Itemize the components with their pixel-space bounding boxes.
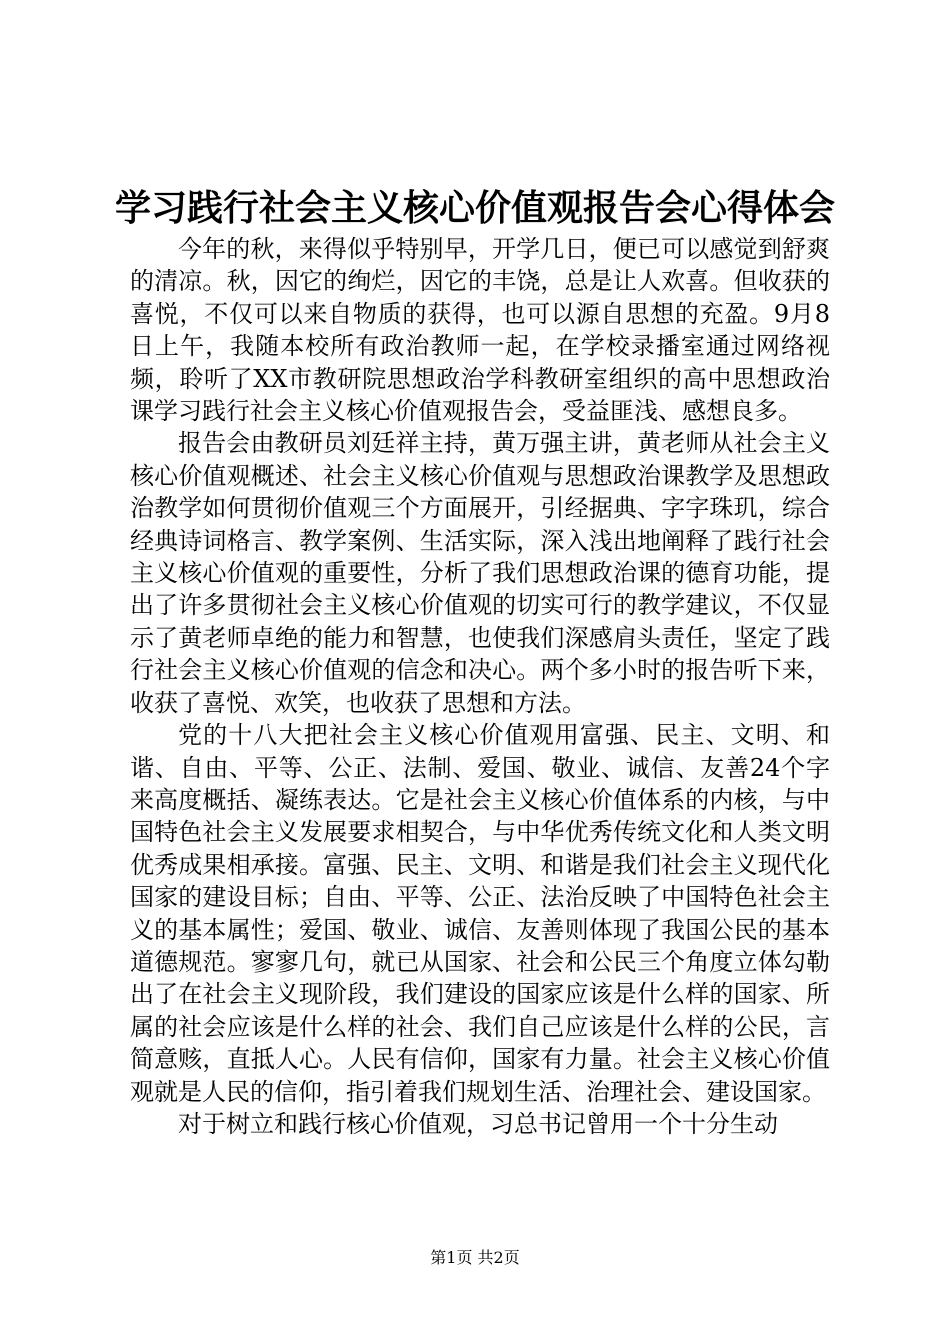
paragraph-2: 报告会由教研员刘廷祥主持，黄万强主讲，黄老师从社会主义核心价值观概述、社会主义核心价值观与思想政治课教学及思想政治教学如何贯彻价值观三个方面展开，引经据典、字字珠玑，综合经典诗词格言、教学案例、生活实际，深入浅出地阐释了践行社会主义核心价值观的重要性，分析了我们思想政治课的德育功能，提出了许多贯彻社会主义核心价值观的切实可行的教学建议，不仅显示了黄老师卓绝的能力和智慧，也使我们深感肩头责任，坚定了践行社会主义核心价值观的信念和决心。两个多小时的报告听下来，收获了喜悦、欢笑，也收获了思想和方法。 [130, 429, 830, 717]
document-body [130, 233, 830, 1140]
paragraph-4: 对于树立和践行核心价值观，习总书记曾用一个十分生动 [178, 1109, 778, 1138]
document-title: 学习践行社会主义核心价值观报告会心得体会 [114, 187, 835, 229]
paragraph-1: 今年的秋，来得似乎特别早，开学几日，便已可以感觉到舒爽的清凉。秋，因它的绚烂，因它的丰饶，总是让人欢喜。但收获的喜悦，不仅可以来自物质的获得，也可以源自思想的充盈。9月8日上午，我随本校所有政治教师一起，在学校录播室通过网络视频，聆听了XX市教研院思想政治学科教研室组织的高中思想政治课学习践行社会主义核心价值观报告会，受益匪浅、感想良多。 [130, 235, 830, 426]
page-footer: 第1页 共2页 [430, 1248, 520, 1267]
paragraph-3: 党的十八大把社会主义核心价值观用富强、民主、文明、和谐、自由、平等、公正、法制、爱国、敬业、诚信、友善24个字来高度概括、凝练表达。它是社会主义核心价值体系的内核，与中国特色社会主义发展要求相契合，与中华优秀传统文化和人类文明优秀成果相承接。富强、民主、文明、和谐是我们社会主义现代化国家的建设目标；自由、平等、公正、法治反映了中国特色社会主义的基本属性；爱国、敬业、诚信、友善则体现了我国公民的基本道德规范。寥寥几句，就已从国家、社会和公民三个角度立体勾勒出了在社会主义现阶段，我们建设的国家应该是什么样的国家、所属的社会应该是什么样的社会、我们自己应该是什么样的公民，言简意赅，直抵人心。人民有信仰，国家有力量。社会主义核心价值观就是人民的信仰，指引着我们规划生活、治理社会、建设国家。 [130, 721, 830, 1106]
